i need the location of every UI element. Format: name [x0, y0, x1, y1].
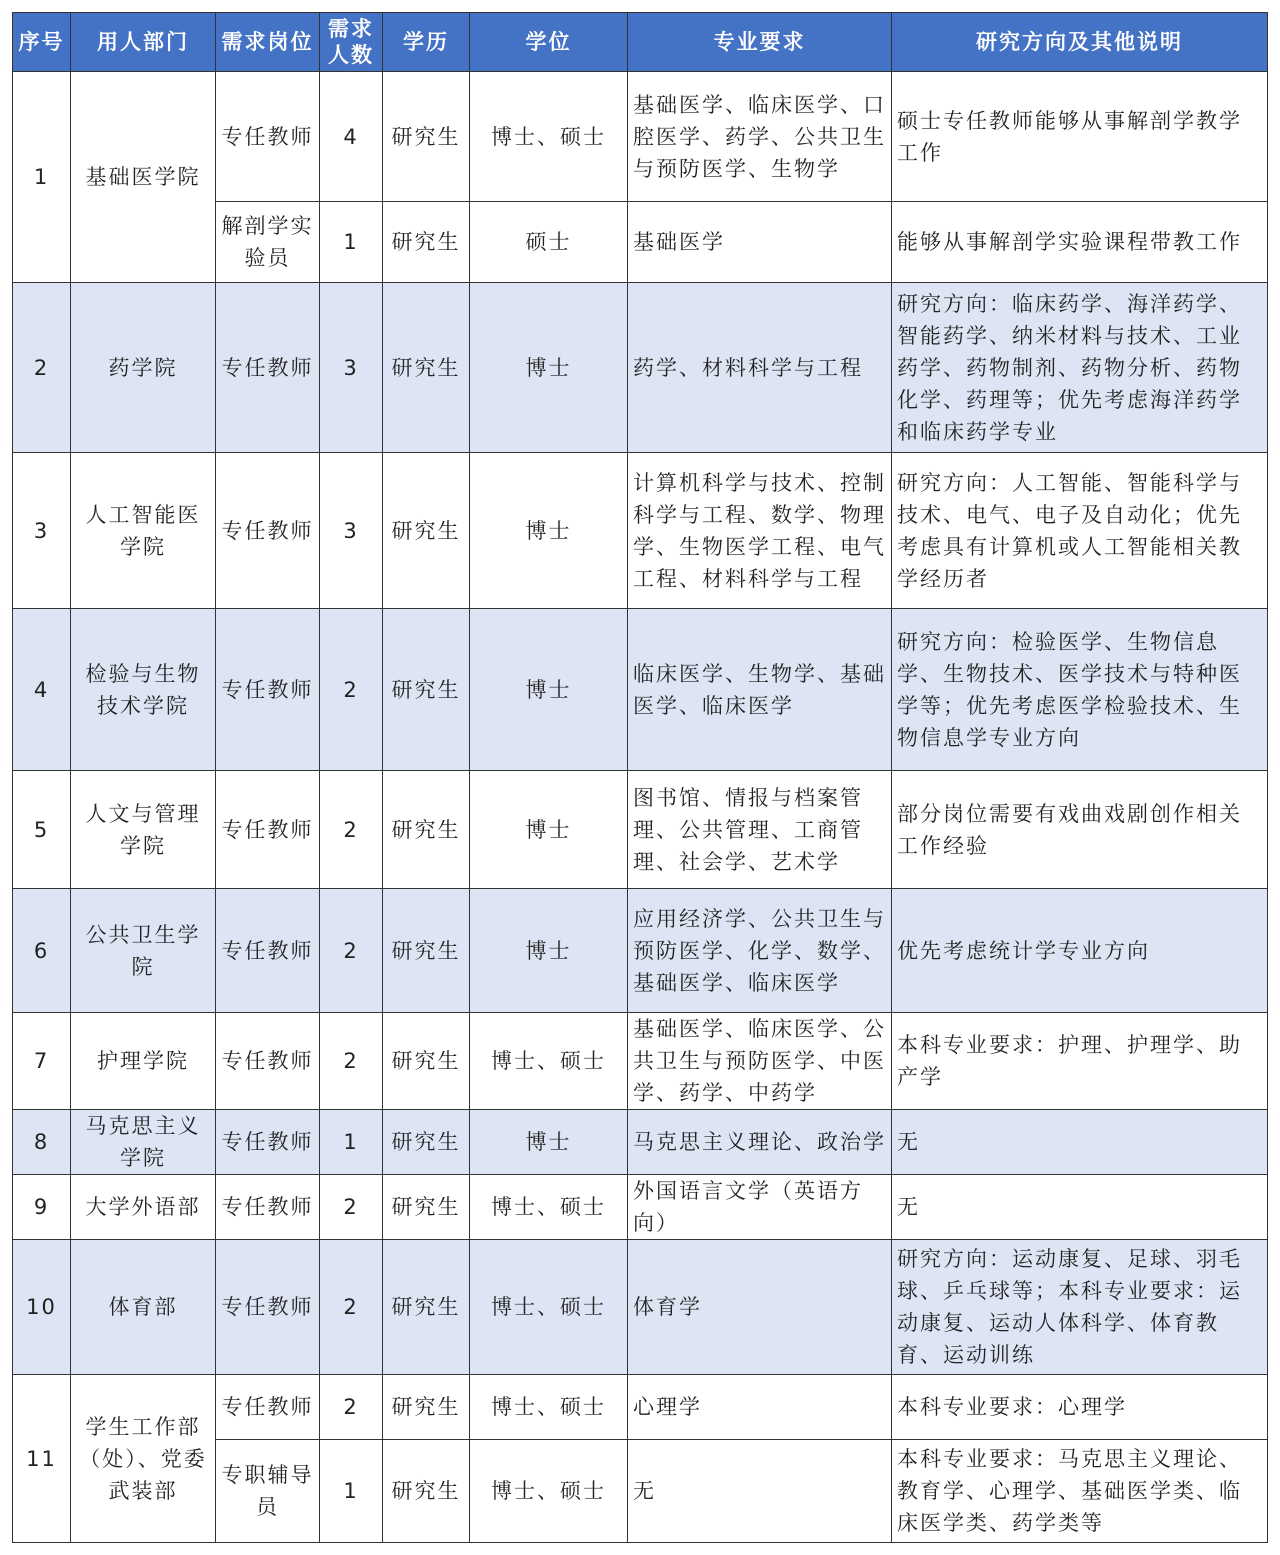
row-post: 专任教师 [216, 72, 320, 202]
row-notes: 能够从事解剖学实验课程带教工作 [892, 202, 1268, 283]
header-post: 需求岗位 [216, 13, 320, 72]
row-major: 马克思主义理论、政治学 [628, 1110, 892, 1175]
table-row [13, 1013, 1268, 1110]
row-degree: 博士 [470, 283, 628, 453]
row-notes: 研究方向：检验医学、生物信息学、生物技术、医学技术与特种医学等；优先考虑医学检验技术、生物信息学专业方向 [892, 609, 1268, 771]
table-row [13, 1110, 1268, 1175]
row-edu: 研究生 [383, 1110, 470, 1175]
row-no: 8 [13, 1110, 71, 1175]
row-count: 3 [320, 453, 383, 609]
row-count: 1 [320, 1440, 383, 1543]
row-major: 应用经济学、公共卫生与预防医学、化学、数学、基础医学、临床医学 [628, 889, 892, 1013]
row-dept: 护理学院 [71, 1013, 216, 1110]
row-edu: 研究生 [383, 202, 470, 283]
row-count: 2 [320, 1013, 383, 1110]
row-post: 专任教师 [216, 453, 320, 609]
row-post: 专任教师 [216, 1375, 320, 1440]
table-row [13, 453, 1268, 609]
table-row [13, 1175, 1268, 1240]
row-edu: 研究生 [383, 283, 470, 453]
header-count: 需求人数 [320, 13, 383, 72]
row-notes: 优先考虑统计学专业方向 [892, 889, 1268, 1013]
table-row [13, 1375, 1268, 1440]
table-row [13, 283, 1268, 453]
row-post: 专任教师 [216, 1110, 320, 1175]
row-notes: 硕士专任教师能够从事解剖学教学工作 [892, 72, 1268, 202]
row-count: 2 [320, 1375, 383, 1440]
header-row [13, 13, 1268, 72]
table-row [13, 771, 1268, 889]
row-no: 10 [13, 1240, 71, 1375]
header-edu: 学历 [383, 13, 470, 72]
row-dept: 检验与生物技术学院 [71, 609, 216, 771]
row-dept: 公共卫生学院 [71, 889, 216, 1013]
row-post: 专任教师 [216, 771, 320, 889]
row-degree: 博士、硕士 [470, 1240, 628, 1375]
row-edu: 研究生 [383, 771, 470, 889]
row-major: 基础医学、临床医学、口腔医学、药学、公共卫生与预防医学、生物学 [628, 72, 892, 202]
row-count: 1 [320, 202, 383, 283]
recruitment-table [12, 12, 1268, 1543]
row-no: 11 [13, 1375, 71, 1543]
row-major: 外国语言文学（英语方向） [628, 1175, 892, 1240]
row-major: 临床医学、生物学、基础医学、临床医学 [628, 609, 892, 771]
row-no: 5 [13, 771, 71, 889]
row-degree: 博士、硕士 [470, 1013, 628, 1110]
row-edu: 研究生 [383, 1175, 470, 1240]
row-post: 解剖学实验员 [216, 202, 320, 283]
row-dept: 马克思主义学院 [71, 1110, 216, 1175]
table-row [13, 889, 1268, 1013]
row-degree: 博士 [470, 609, 628, 771]
row-no: 3 [13, 453, 71, 609]
row-notes: 本科专业要求：心理学 [892, 1375, 1268, 1440]
row-no: 4 [13, 609, 71, 771]
header-dept: 用人部门 [71, 13, 216, 72]
row-major: 心理学 [628, 1375, 892, 1440]
row-edu: 研究生 [383, 453, 470, 609]
row-dept: 学生工作部（处）、党委武装部 [71, 1375, 216, 1543]
row-notes: 研究方向：人工智能、智能科学与技术、电气、电子及自动化；优先考虑具有计算机或人工智能相关教学经历者 [892, 453, 1268, 609]
row-count: 2 [320, 1240, 383, 1375]
row-degree: 博士、硕士 [470, 1375, 628, 1440]
row-major: 药学、材料科学与工程 [628, 283, 892, 453]
row-degree: 博士、硕士 [470, 72, 628, 202]
row-dept: 人文与管理学院 [71, 771, 216, 889]
row-post: 专任教师 [216, 1175, 320, 1240]
row-post: 专职辅导员 [216, 1440, 320, 1543]
row-degree: 博士 [470, 771, 628, 889]
row-notes: 本科专业要求：护理、护理学、助产学 [892, 1013, 1268, 1110]
row-post: 专任教师 [216, 889, 320, 1013]
header-degree: 学位 [470, 13, 628, 72]
row-count: 3 [320, 283, 383, 453]
row-no: 1 [13, 72, 71, 283]
header-no: 序号 [13, 13, 71, 72]
header-major: 专业要求 [628, 13, 892, 72]
row-edu: 研究生 [383, 1375, 470, 1440]
row-count: 1 [320, 1110, 383, 1175]
row-no: 2 [13, 283, 71, 453]
header-notes: 研究方向及其他说明 [892, 13, 1268, 72]
row-edu: 研究生 [383, 609, 470, 771]
row-edu: 研究生 [383, 1440, 470, 1543]
row-degree: 博士 [470, 453, 628, 609]
row-no: 9 [13, 1175, 71, 1240]
row-major: 基础医学、临床医学、公共卫生与预防医学、中医学、药学、中药学 [628, 1013, 892, 1110]
row-dept: 大学外语部 [71, 1175, 216, 1240]
row-count: 2 [320, 609, 383, 771]
row-major: 体育学 [628, 1240, 892, 1375]
row-count: 2 [320, 889, 383, 1013]
row-edu: 研究生 [383, 1013, 470, 1110]
row-post: 专任教师 [216, 1013, 320, 1110]
row-degree: 博士、硕士 [470, 1440, 628, 1543]
row-degree: 博士 [470, 1110, 628, 1175]
row-post: 专任教师 [216, 609, 320, 771]
row-major: 无 [628, 1440, 892, 1543]
row-notes: 研究方向：运动康复、足球、羽毛球、乒乓球等；本科专业要求：运动康复、运动人体科学、体育教育、运动训练 [892, 1240, 1268, 1375]
row-major: 图书馆、情报与档案管理、公共管理、工商管理、社会学、艺术学 [628, 771, 892, 889]
row-notes: 无 [892, 1175, 1268, 1240]
row-edu: 研究生 [383, 72, 470, 202]
row-dept: 基础医学院 [71, 72, 216, 283]
row-edu: 研究生 [383, 1240, 470, 1375]
row-post: 专任教师 [216, 283, 320, 453]
table-row [13, 1240, 1268, 1375]
row-degree: 硕士 [470, 202, 628, 283]
row-notes: 本科专业要求：马克思主义理论、教育学、心理学、基础医学类、临床医学类、药学类等 [892, 1440, 1268, 1543]
row-notes: 部分岗位需要有戏曲戏剧创作相关工作经验 [892, 771, 1268, 889]
table-row [13, 609, 1268, 771]
row-notes: 无 [892, 1110, 1268, 1175]
row-no: 6 [13, 889, 71, 1013]
row-dept: 体育部 [71, 1240, 216, 1375]
row-major: 基础医学 [628, 202, 892, 283]
table-row [13, 72, 1268, 202]
row-major: 计算机科学与技术、控制科学与工程、数学、物理学、生物医学工程、电气工程、材料科学与工程 [628, 453, 892, 609]
row-dept: 人工智能医学院 [71, 453, 216, 609]
row-count: 2 [320, 771, 383, 889]
row-count: 2 [320, 1175, 383, 1240]
row-degree: 博士、硕士 [470, 1175, 628, 1240]
row-no: 7 [13, 1013, 71, 1110]
row-post: 专任教师 [216, 1240, 320, 1375]
row-degree: 博士 [470, 889, 628, 1013]
row-count: 4 [320, 72, 383, 202]
row-dept: 药学院 [71, 283, 216, 453]
row-notes: 研究方向：临床药学、海洋药学、智能药学、纳米材料与技术、工业药学、药物制剂、药物分析、药物化学、药理等；优先考虑海洋药学和临床药学专业 [892, 283, 1268, 453]
row-edu: 研究生 [383, 889, 470, 1013]
